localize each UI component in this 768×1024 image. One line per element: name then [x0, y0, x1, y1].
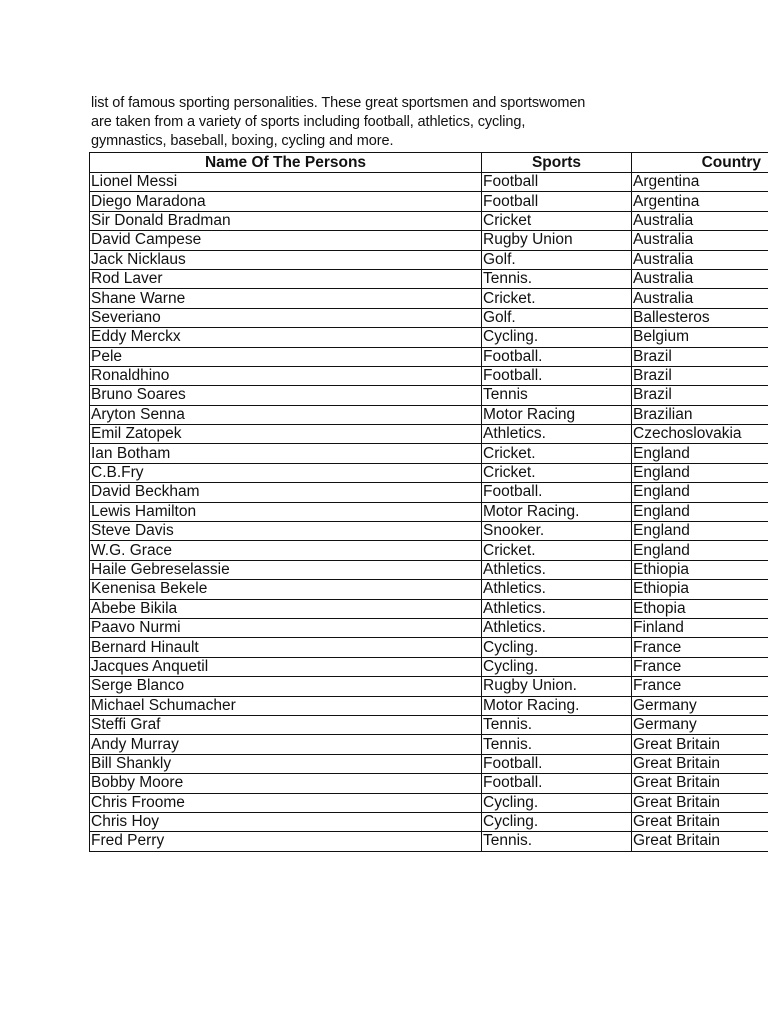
- cell-country: Ethiopia: [632, 580, 768, 599]
- table-row: [90, 231, 768, 250]
- cell-name: Bill Shankly: [90, 754, 482, 773]
- cell-sport: Golf.: [482, 250, 632, 269]
- table-row: [90, 405, 768, 424]
- cell-country: Brazil: [632, 347, 768, 366]
- cell-sport: Motor Racing.: [482, 502, 632, 521]
- cell-country: Finland: [632, 618, 768, 637]
- cell-name: Bernard Hinault: [90, 638, 482, 657]
- cell-name: Paavo Nurmi: [90, 618, 482, 637]
- cell-name: Bruno Soares: [90, 386, 482, 405]
- table-row: [90, 754, 768, 773]
- cell-name: Jack Nicklaus: [90, 250, 482, 269]
- cell-name: David Campese: [90, 231, 482, 250]
- cell-sport: Tennis: [482, 386, 632, 405]
- intro-line: list of famous sporting personalities. These great sportsmen and sportswomen: [91, 95, 586, 111]
- table-row: [90, 812, 768, 831]
- personalities-table: [89, 152, 768, 852]
- cell-country: Great Britain: [632, 832, 768, 851]
- cell-name: Emil Zatopek: [90, 425, 482, 444]
- cell-name: Diego Maradona: [90, 192, 482, 211]
- cell-sport: Football.: [482, 347, 632, 366]
- cell-sport: Cricket.: [482, 541, 632, 560]
- header-country: Country: [632, 153, 768, 173]
- table-row: [90, 715, 768, 734]
- cell-country: England: [632, 483, 768, 502]
- cell-country: Ethiopia: [632, 560, 768, 579]
- intro-line: are taken from a variety of sports including football, athletics, cycling,: [91, 114, 526, 130]
- table-row: [90, 269, 768, 288]
- cell-sport: Football.: [482, 366, 632, 385]
- cell-sport: Snooker.: [482, 522, 632, 541]
- cell-name: Lewis Hamilton: [90, 502, 482, 521]
- cell-sport: Tennis.: [482, 832, 632, 851]
- cell-country: Ballesteros: [632, 308, 768, 327]
- table-row: [90, 463, 768, 482]
- cell-name: Sir Donald Bradman: [90, 211, 482, 230]
- cell-sport: Motor Racing.: [482, 696, 632, 715]
- cell-name: Haile Gebreselassie: [90, 560, 482, 579]
- table-row: [90, 638, 768, 657]
- cell-sport: Cricket.: [482, 463, 632, 482]
- cell-name: Kenenisa Bekele: [90, 580, 482, 599]
- cell-sport: Cycling.: [482, 793, 632, 812]
- cell-sport: Cycling.: [482, 657, 632, 676]
- table-row: [90, 308, 768, 327]
- cell-country: Great Britain: [632, 793, 768, 812]
- cell-country: France: [632, 638, 768, 657]
- cell-country: Great Britain: [632, 754, 768, 773]
- cell-country: Great Britain: [632, 735, 768, 754]
- cell-country: Ethopia: [632, 599, 768, 618]
- cell-name: Aryton Senna: [90, 405, 482, 424]
- intro-paragraph: [91, 94, 731, 151]
- cell-sport: Rugby Union: [482, 231, 632, 250]
- cell-sport: Cricket.: [482, 289, 632, 308]
- cell-country: Argentina: [632, 173, 768, 192]
- table-row: [90, 483, 768, 502]
- cell-name: Ian Botham: [90, 444, 482, 463]
- cell-sport: Tennis.: [482, 735, 632, 754]
- table-row: [90, 832, 768, 851]
- table-row: [90, 173, 768, 192]
- cell-name: W.G. Grace: [90, 541, 482, 560]
- cell-name: Fred Perry: [90, 832, 482, 851]
- table-row: [90, 386, 768, 405]
- table-row: [90, 347, 768, 366]
- table-row: [90, 425, 768, 444]
- table-row: [90, 366, 768, 385]
- cell-name: Abebe Bikila: [90, 599, 482, 618]
- cell-country: Czechoslovakia: [632, 425, 768, 444]
- table-row: [90, 328, 768, 347]
- table-row: [90, 599, 768, 618]
- cell-sport: Athletics.: [482, 560, 632, 579]
- cell-sport: Football: [482, 192, 632, 211]
- cell-sport: Athletics.: [482, 618, 632, 637]
- cell-sport: Athletics.: [482, 425, 632, 444]
- table-row: [90, 793, 768, 812]
- table-row: [90, 677, 768, 696]
- cell-country: England: [632, 541, 768, 560]
- cell-sport: Athletics.: [482, 599, 632, 618]
- cell-sport: Football.: [482, 754, 632, 773]
- cell-country: Germany: [632, 696, 768, 715]
- cell-sport: Football: [482, 173, 632, 192]
- cell-name: Shane Warne: [90, 289, 482, 308]
- cell-country: Brazilian: [632, 405, 768, 424]
- table-row: [90, 580, 768, 599]
- table-row: [90, 192, 768, 211]
- cell-sport: Tennis.: [482, 715, 632, 734]
- cell-country: France: [632, 677, 768, 696]
- cell-sport: Athletics.: [482, 580, 632, 599]
- cell-name: Pele: [90, 347, 482, 366]
- table-row: [90, 444, 768, 463]
- cell-country: France: [632, 657, 768, 676]
- table-row: [90, 696, 768, 715]
- table-row: [90, 289, 768, 308]
- cell-name: David Beckham: [90, 483, 482, 502]
- cell-country: Belgium: [632, 328, 768, 347]
- cell-name: Steffi Graf: [90, 715, 482, 734]
- cell-sport: Tennis.: [482, 269, 632, 288]
- table-row: [90, 211, 768, 230]
- cell-country: England: [632, 522, 768, 541]
- cell-country: Argentina: [632, 192, 768, 211]
- cell-country: Australia: [632, 231, 768, 250]
- cell-country: Germany: [632, 715, 768, 734]
- cell-sport: Cycling.: [482, 328, 632, 347]
- cell-country: Australia: [632, 250, 768, 269]
- cell-name: Severiano: [90, 308, 482, 327]
- table-row: [90, 541, 768, 560]
- cell-name: Eddy Merckx: [90, 328, 482, 347]
- cell-sport: Cricket.: [482, 444, 632, 463]
- cell-name: Ronaldhino: [90, 366, 482, 385]
- cell-country: Australia: [632, 289, 768, 308]
- cell-sport: Motor Racing: [482, 405, 632, 424]
- intro-line: gymnastics, baseball, boxing, cycling and more.: [91, 133, 394, 149]
- table-header-row: [90, 153, 768, 173]
- cell-name: Serge Blanco: [90, 677, 482, 696]
- cell-country: Australia: [632, 269, 768, 288]
- cell-country: England: [632, 463, 768, 482]
- cell-sport: Cycling.: [482, 812, 632, 831]
- cell-name: Chris Froome: [90, 793, 482, 812]
- table-body: [90, 173, 768, 852]
- cell-country: Brazil: [632, 386, 768, 405]
- table-row: [90, 735, 768, 754]
- table-row: [90, 560, 768, 579]
- cell-sport: Cricket: [482, 211, 632, 230]
- cell-country: Great Britain: [632, 774, 768, 793]
- table-row: [90, 250, 768, 269]
- cell-country: Australia: [632, 211, 768, 230]
- table-row: [90, 618, 768, 637]
- cell-name: Jacques Anquetil: [90, 657, 482, 676]
- cell-sport: Football.: [482, 774, 632, 793]
- cell-name: Bobby Moore: [90, 774, 482, 793]
- cell-country: Great Britain: [632, 812, 768, 831]
- cell-name: Rod Laver: [90, 269, 482, 288]
- cell-name: Steve Davis: [90, 522, 482, 541]
- table-row: [90, 502, 768, 521]
- header-sports: Sports: [482, 153, 632, 173]
- cell-sport: Golf.: [482, 308, 632, 327]
- cell-country: England: [632, 444, 768, 463]
- table-row: [90, 522, 768, 541]
- cell-name: Lionel Messi: [90, 173, 482, 192]
- table-row: [90, 657, 768, 676]
- cell-country: England: [632, 502, 768, 521]
- cell-sport: Rugby Union.: [482, 677, 632, 696]
- cell-name: C.B.Fry: [90, 463, 482, 482]
- cell-name: Michael Schumacher: [90, 696, 482, 715]
- table-row: [90, 774, 768, 793]
- cell-sport: Cycling.: [482, 638, 632, 657]
- header-name: Name Of The Persons: [90, 153, 482, 173]
- cell-name: Chris Hoy: [90, 812, 482, 831]
- cell-sport: Football.: [482, 483, 632, 502]
- cell-name: Andy Murray: [90, 735, 482, 754]
- cell-country: Brazil: [632, 366, 768, 385]
